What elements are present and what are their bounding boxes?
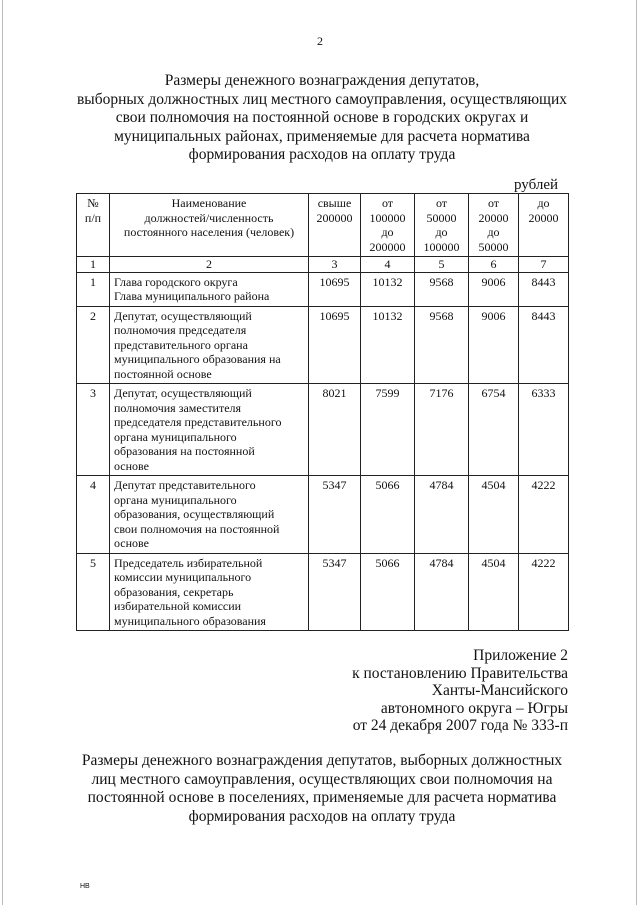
row-number: 4 [77, 476, 110, 554]
value-cell: 5347 [309, 553, 361, 631]
currency-unit: рублей [514, 177, 559, 193]
value-cell: 9006 [469, 272, 519, 306]
value-cell: 8021 [309, 384, 361, 476]
appendix-line: автономного округа – Югры [380, 699, 568, 717]
value-cell: 5347 [309, 476, 361, 554]
row-number: 3 [77, 384, 110, 476]
title-line: свои полномочия на постоянной основе в городских округах и [115, 109, 529, 126]
header-position-name: Наименование должностей/численность постоянного населения (человек) [110, 194, 309, 257]
remuneration-table [76, 193, 569, 631]
scan-left-edge [2, 0, 3, 905]
column-index: 7 [519, 257, 569, 273]
value-cell: 9006 [469, 306, 519, 384]
value-cell: 9568 [415, 306, 469, 384]
value-cell: 4222 [519, 553, 569, 631]
value-cell: 4784 [415, 553, 469, 631]
appendix-line: Приложение 2 [473, 647, 568, 664]
value-cell: 8443 [519, 272, 569, 306]
value-cell: 7599 [361, 384, 415, 476]
page-number: 2 [317, 34, 323, 48]
column-index: 3 [309, 257, 361, 273]
row-position-name: Депутат представительного органа муниципального образования, осуществляющий свои полномочия на постоянной основе [110, 476, 309, 554]
footer-mark: НВ [80, 883, 90, 890]
title-line: Размеры денежного вознаграждения депутатов, выборных должностных [81, 752, 563, 769]
table-row [77, 384, 569, 476]
appendix-line: от 24 декабря 2007 года № 333-п [352, 717, 568, 734]
value-cell: 10132 [361, 306, 415, 384]
table-row [77, 272, 569, 306]
value-cell: 6754 [469, 384, 519, 476]
header-under-20000: до 20000 [519, 194, 569, 257]
table-row [77, 553, 569, 631]
value-cell: 4784 [415, 476, 469, 554]
column-index: 2 [110, 257, 309, 273]
value-cell: 6333 [519, 384, 569, 476]
header-50000-100000: от 50000 до 100000 [415, 194, 469, 257]
value-cell: 4222 [519, 476, 569, 554]
header-100000-200000: от 100000 до 200000 [361, 194, 415, 257]
appendix-line: Ханты-Мансийского [431, 682, 568, 699]
row-position-name: Председатель избирательной комиссии муниципального образования, секретарь избирательной комиссии муниципального образования [110, 553, 309, 631]
value-cell: 10695 [309, 306, 361, 384]
value-cell: 10695 [309, 272, 361, 306]
second-title [60, 752, 584, 826]
value-cell: 8443 [519, 306, 569, 384]
row-position-name: Депутат, осуществляющий полномочия заместителя председателя представительного органа муниципального образования на постоянной основе [110, 384, 309, 476]
value-cell: 4504 [469, 553, 519, 631]
column-index: 6 [469, 257, 519, 273]
column-index-row [77, 257, 569, 273]
header-20000-50000: от 20000 до 50000 [469, 194, 519, 257]
title-line: муниципальных районах, применяемые для расчета норматива [114, 127, 530, 145]
table-row [77, 476, 569, 554]
table-row [77, 306, 569, 384]
table-header-row [77, 194, 569, 257]
column-index: 5 [415, 257, 469, 273]
title-line: лиц местного самоуправления, осуществляющих свои полномочия на [91, 770, 553, 788]
value-cell: 9568 [415, 272, 469, 306]
scan-right-edge [636, 0, 637, 905]
row-number: 1 [77, 272, 110, 306]
value-cell: 10132 [361, 272, 415, 306]
title-line: формирования расходов на оплату труда [188, 146, 456, 163]
row-number: 2 [77, 306, 110, 384]
header-over-200000: свыше 200000 [309, 194, 361, 257]
appendix-line: к постановлению Правительства [352, 664, 568, 682]
appendix-heading [308, 647, 568, 735]
title-line: выборных должностных лиц местного самоуправления, осуществляющих [76, 90, 568, 108]
title-line: постоянной основе в поселениях, применяемые для расчета норматива [87, 789, 557, 806]
row-position-name: Глава городского округа Глава муниципального района [110, 272, 309, 306]
value-cell: 5066 [361, 553, 415, 631]
document-title [60, 72, 584, 165]
row-number: 5 [77, 553, 110, 631]
value-cell: 5066 [361, 476, 415, 554]
row-position-name: Депутат, осуществляющий полномочия председателя представительного органа муниципального образования на постоянной основе [110, 306, 309, 384]
column-index: 1 [77, 257, 110, 273]
value-cell: 7176 [415, 384, 469, 476]
header-number: № п/п [77, 194, 110, 257]
column-index: 4 [361, 257, 415, 273]
title-line: Размеры денежного вознаграждения депутатов, [164, 72, 480, 89]
value-cell: 4504 [469, 476, 519, 554]
title-line: формирования расходов на оплату труда [188, 807, 456, 825]
